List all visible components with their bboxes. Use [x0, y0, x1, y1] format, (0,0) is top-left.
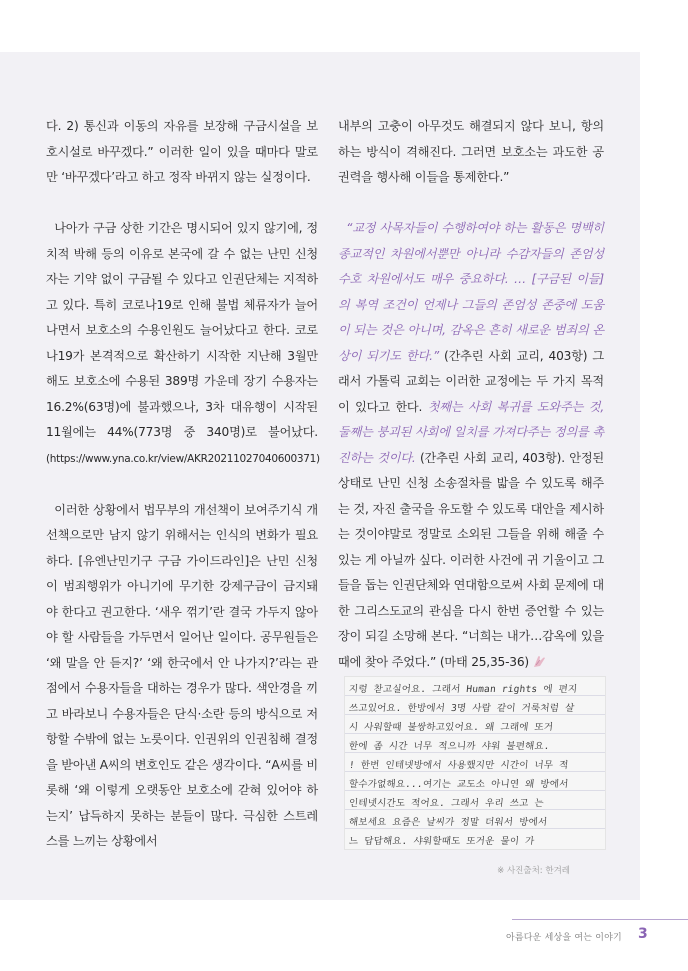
left-paragraph-2: [46, 216, 318, 472]
right-paragraph-1: 내부의 고충이 아무것도 해결되지 않다 보니, 항의하는 방식이 격해진다. 그러면 보호소는 과도한 공권력을 행사해 이들을 통제한다.”: [338, 119, 604, 184]
left-paragraph-2-text: 나아가 구금 상한 기간은 명시되어 있지 않기에, 정치적 박해 등의 이유로 본국에 갈 수 없는 난민 신청자는 기약 없이 구금될 수 있다고 인권단체는 지적하고 있다. 특히 코로나19로 인해 불법 체류자가 늘어나면서 보호소의 수용인원도 늘어났다고 한다. 코로나19가 본격적으로 확산하기 시작한 지난해 3월만 해도 보호소에 수용된 389명 가운데 장기 수용자는 16.2%(63명)에 불과했으나, 3차 대유행이 시작된 11월에는 44%(773명 중 340명)로 불어났다.: [46, 221, 318, 439]
letter-line: ! 한번 인테넷방에서 사용했지만 시간이 너무 적: [348, 760, 570, 771]
left-paragraph-1: 다. 2) 통신과 이동의 자유를 보장해 구금시설을 보호시설로 바꾸겠다.” 이러한 일이 있을 때마다 말로만 ‘바꾸겠다’라고 하고 정작 바뀌지 않는 실정이다.: [46, 119, 318, 184]
ruled-line: [345, 714, 605, 715]
footer-divider: [512, 919, 688, 920]
left-paragraph-3: [46, 498, 318, 855]
source-url: (https://www.yna.co.kr/view/AKR20211027040600371): [46, 452, 320, 465]
quote-reference: (간추린 사회 교리, 403항) 그래서 가톨릭 교회는 이러한 교정에는 두 가지 목적이 있다고 한다.: [338, 348, 604, 414]
ruled-line: [345, 752, 605, 753]
handwritten-letter-photo: [344, 676, 606, 850]
purpose-highlight: 첫째는 사회 복귀를 도와주는 것, 둘째는 붕괴된 사회에 일치를 가져다주는 정의를 촉진하는 것이다.: [338, 399, 605, 465]
compendium-quote: “교정 사목자들이 수행하여야 하는 활동은 명백히 종교적인 차원에서뿐만 아니라 수감자들의 존엄성 수호 차원에서도 매우 중요하다. … [구금된 이들]의 복역 조건이 언제나 그들의 존엄성 존중에 도움이 되는 것은 아니며, 감옥은 흔히 새로운 범죄의 온상이 되기도 한다.”: [338, 221, 604, 363]
ruled-line: [345, 733, 605, 734]
right-paragraph-2-text: (간추린 사회 교리, 403항). 안정된 상태로 난민 신청 소송절차를 밟을 수 있도록 해주는 것, 자진 출국을 유도할 수 있도록 대안을 제시하는 것이야말로 정말로 소외된 그들을 위해 해줄 수 있는 게 아닐까 싶다. 이러한 사건에 귀 기울이고 그들을 돕는 인권단체와 연대함으로써 사회 문제에 대한 그리스도교의 관심을 다시 한번 증언할 수 있는 장이 되길 소망해 본다. “너희는 내가…감옥에 있을 때에 찾아 주었다.” (마태 25,35-36): [338, 450, 604, 669]
photo-caption: ※ 사진출처: 한겨레: [497, 866, 570, 876]
right-column: [338, 114, 604, 675]
ruled-line: [345, 771, 605, 772]
ruled-line: [345, 828, 605, 829]
left-paragraph-3-text: 이러한 상황에서 법무부의 개선책이 보여주기식 개선책으로만 남지 않기 위해서는 인식의 변화가 필요하다. [유엔난민기구 구금 가이드라인]은 난민 신청이 범죄행위가 아니기에 무기한 강제구금이 금지돼야 한다고 권고한다. ‘새우 꺾기’란 결국 가두지 않아야 할 사람들을 가두면서 일어난 일이다. 공무원들은 ‘왜 말을 안 듣지?’ ‘왜 한국에서 안 나가지?’라는 관점에서 수용자들을 대하는 경우가 많다. 색안경을 끼고 바라보니 수용자들은 단식·소란 등의 방식으로 저항할 수밖에 없는 노릇이다. 인권위의 인권침해 결정을 받아낸 A씨의 변호인도 같은 생각이다. “A씨를 비롯해 ‘왜 이렇게 오랫동안 보호소에 갇혀 있어야 하는지’ 납득하지 못하는 분들이 많다. 극심한 스트레스를 느끼는 상황에서: [46, 502, 318, 848]
ruled-line: [345, 809, 605, 810]
praying-hands-icon: [531, 654, 547, 668]
left-column: [46, 114, 318, 855]
ruled-line: [345, 695, 605, 696]
letter-line: 시 사워할때 불쌍하고있어요. 왜 그래에 또거: [348, 722, 554, 733]
letter-line: 쓰고있어요. 한방에서 3명 사람 같이 거룩처럼 살: [348, 703, 575, 714]
letter-line: 인테넷시간도 적어요. 그래서 우리 쓰고 는: [348, 798, 545, 809]
footer-title: 아름다운 세상을 여는 이야기: [506, 933, 622, 943]
right-paragraph-2: [338, 216, 604, 675]
ruled-line: [345, 790, 605, 791]
letter-line: 할수가없해요...여기는 교도소 아니연 왜 방에서: [348, 779, 570, 790]
letter-line: 한에 좀 시간 너무 적으니까 샤워 불편해요.: [348, 741, 551, 752]
page-number: 3: [638, 926, 648, 942]
letter-line: 지렁 찯고실어요. 그래서 Human rights 에 편지: [348, 684, 578, 695]
letter-line: 해보세요 요즘은 날씨가 정말 더워서 방에서: [348, 817, 548, 828]
letter-line: 느 답답해요. 샤워할때도 또거운 물이 가: [348, 836, 535, 847]
